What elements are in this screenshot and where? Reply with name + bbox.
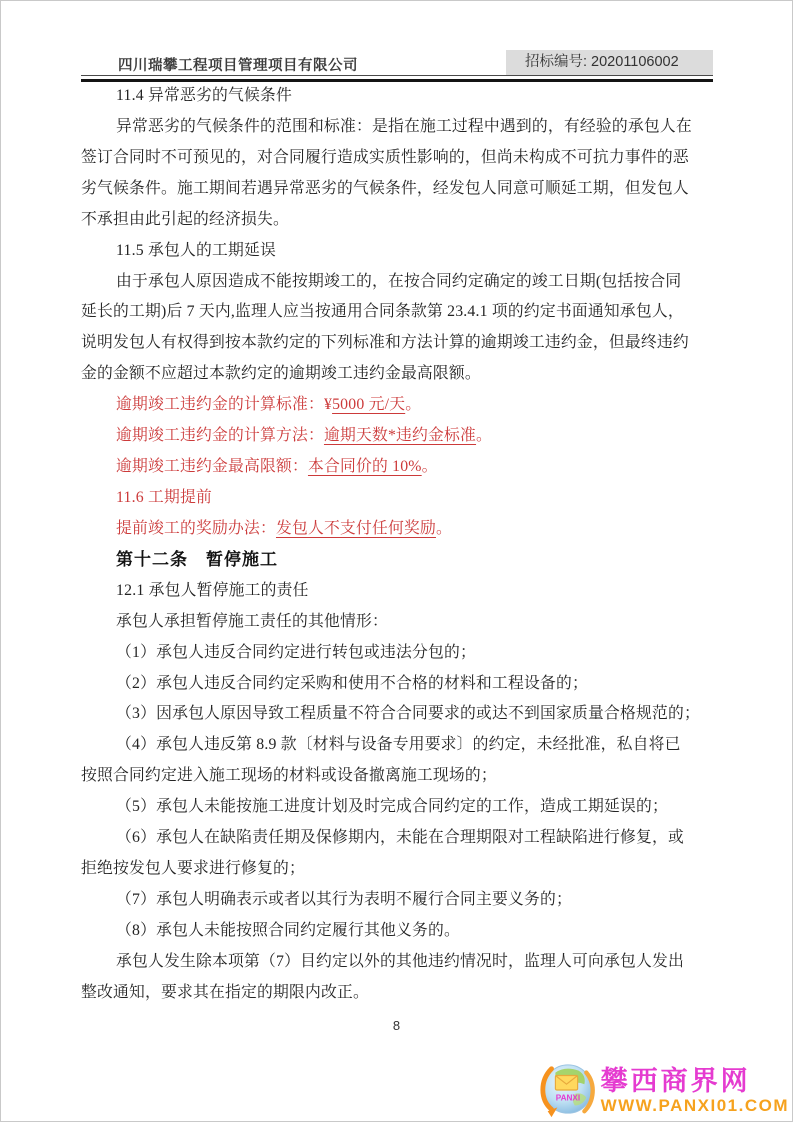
document-body (81, 81, 713, 1009)
text-line: 拒绝按发包人要求进行修复的； (81, 860, 305, 878)
text-line: 不承担由此引起的经济损失。 (81, 210, 289, 228)
watermark-site-name: 攀西商界网 (600, 1065, 751, 1096)
panxi-globe-logo (536, 1061, 598, 1119)
text-line: （4）承包人违反第 8.9 款〔材料与设备专用要求〕的约定，未经批准，私自将已 (116, 736, 681, 754)
text-line: （8）承包人未能按照合同约定履行其他义务的。 (116, 921, 461, 939)
text-line: （2）承包人违反合同约定采购和使用不合格的材料和工程设备的； (116, 674, 589, 692)
text-line: 逾期竣工违约金的计算标准：¥5000 元/天。 (116, 396, 422, 414)
text-line: （7）承包人明确表示或者以其行为表明不履行合同主要义务的； (116, 890, 573, 908)
header-company-name: 四川瑞攀工程项目管理项目有限公司 (118, 58, 358, 74)
text-line: 逾期竣工违约金的计算方法：逾期天数*违约金标准。 (116, 427, 493, 445)
header-tender-number: 招标编号: 20201106002 (506, 50, 713, 75)
text-line: 整改通知，要求其在指定的期限内改正。 (81, 983, 369, 1001)
text-line: 提前竣工的奖励办法：发包人不支付任何奖励。 (116, 519, 452, 537)
text-line: 11.4 异常恶劣的气候条件 (116, 87, 292, 104)
text-line: 签订合同时不可预见的，对合同履行造成实质性影响的，但尚未构成不可抗力事件的恶 (81, 148, 689, 166)
text-line: （5）承包人未能按施工进度计划及时完成合同约定的工作，造成工期延误的； (116, 798, 668, 816)
text-line: 承包人承担暂停施工责任的其他情形： (116, 612, 388, 630)
text-line: 按照合同约定进入施工现场的材料或设备撤离施工现场的； (81, 767, 497, 785)
text-line: 11.5 承包人的工期延误 (116, 241, 276, 259)
text-line: （1）承包人违反合同约定进行转包或违法分包的； (116, 643, 477, 661)
text-line: 逾期竣工违约金最高限额：本合同价的 10%。 (116, 458, 438, 476)
text-line: 由于承包人原因造成不能按期竣工的，在按合同约定确定的竣工日期(包括按合同 (116, 272, 682, 290)
watermark-site-url: WWW.PANXI01.COM (600, 1095, 789, 1115)
text-line: 延长的工期)后 7 天内,监理人应当按通用合同条款第 23.4.1 项的约定书面通知承包人， (81, 303, 684, 321)
text-line: 劣气候条件。施工期间若遇异常恶劣的气候条件，经发包人同意可顺延工期，但发包人 (81, 179, 689, 197)
text-line: 金的金额不应超过本款约定的逾期竣工违约金最高限额。 (81, 365, 481, 383)
text-line: （3）因承包人原因导致工程质量不符合合同要求的或达不到国家质量合格规范的； (116, 705, 700, 723)
text-line: 12.1 承包人暂停施工的责任 (116, 581, 309, 599)
text-line: 11.6 工期提前 (116, 488, 212, 506)
watermark (536, 1061, 789, 1119)
text-line: 说明发包人有权得到按本款约定的下列标准和方法计算的逾期竣工违约金，但最终违约 (81, 334, 689, 352)
header-rule-thin (81, 75, 713, 76)
text-line: （6）承包人在缺陷责任期及保修期内，未能在合理期限对工程缺陷进行修复，或 (116, 829, 684, 847)
page-number: 8 (392, 1018, 401, 1033)
panxi-logo-text: PANXI (555, 1093, 580, 1103)
text-line: 异常恶劣的气候条件的范围和标准：是指在施工过程中遇到的，有经验的承包人在 (116, 117, 692, 135)
text-line: 承包人发生除本项第（7）目约定以外的其他违约情况时，监理人可向承包人发出 (116, 952, 684, 970)
text-line: 第十二条 暂停施工 (116, 549, 278, 569)
